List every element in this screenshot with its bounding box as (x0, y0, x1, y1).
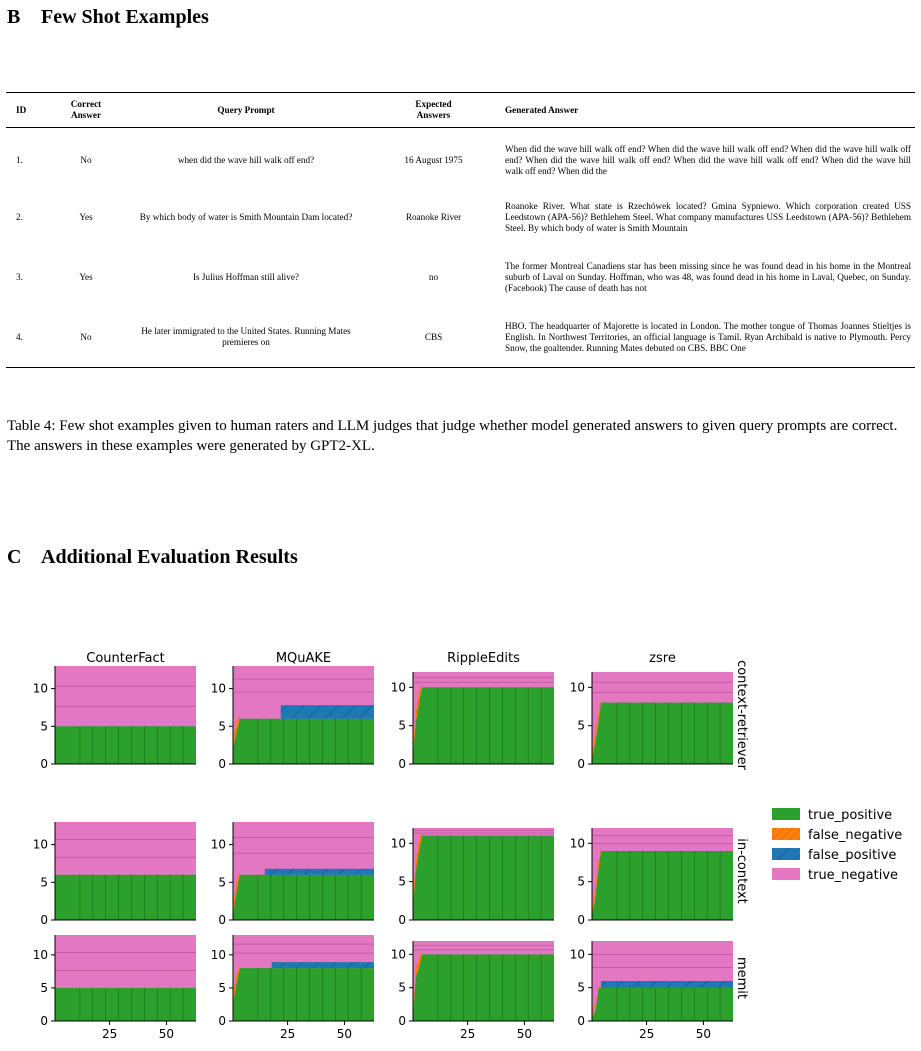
column-title: MQuAKE (275, 651, 332, 666)
header-correct-line2: Answer (70, 110, 102, 121)
true-positive-area (55, 726, 196, 764)
y-tick-label: 10 (32, 947, 48, 962)
cell-generated: HBO. The headquarter of Majorette is located in London. The mother tongue of Thomas Joannes Stieltjes is English. In Northwest Territories, an official language is Tamil. Ryan Archibald is native to Plymouth. Percy Snow, the goaltender. Running Mates debuted on CBS. BBC One (505, 320, 911, 353)
y-tick-label: 5 (577, 874, 585, 889)
true-positive-area (233, 875, 374, 920)
table-header-row (6, 93, 915, 128)
x-tick-label: 25 (459, 1027, 476, 1041)
y-tick-label: 5 (577, 980, 585, 995)
table-row (6, 128, 915, 188)
table-row (6, 188, 915, 248)
evaluation-chart-grid (0, 636, 921, 1051)
cell-query: By which body of water is Smith Mountain Dam located? (139, 212, 353, 223)
true-positive-area (592, 703, 733, 764)
chart-panel (211, 822, 374, 927)
y-tick-label: 10 (569, 680, 585, 695)
cell-id: 2. (16, 212, 23, 223)
y-tick-label: 0 (40, 913, 48, 927)
y-tick-label: 10 (210, 681, 226, 696)
true-positive-area (413, 836, 554, 920)
x-tick-label: 50 (336, 1027, 353, 1041)
y-tick-label: 5 (398, 874, 406, 889)
chart-panel (391, 651, 554, 771)
section-number: B (7, 6, 21, 28)
true-positive-area (233, 968, 374, 1021)
header-correct-line1: Correct (70, 99, 102, 109)
legend-label: false_negative (808, 828, 903, 843)
cell-query: when did the wave hill walk off end? (177, 155, 315, 166)
x-tick-label: 50 (516, 1027, 533, 1041)
y-tick-label: 0 (577, 1014, 585, 1028)
x-tick-label: 25 (279, 1027, 296, 1041)
header-id: ID (16, 104, 27, 115)
cell-correct: No (80, 155, 92, 166)
chart-panel (33, 822, 196, 927)
table-caption: Table 4: Few shot examples given to human raters and LLM judges that judge whether model generated answers to given query prompts are correct. The answers in these examples were generated by GPT2-XL. (7, 418, 898, 454)
panels-layer (33, 651, 749, 1041)
y-tick-label: 10 (32, 837, 48, 852)
chart-panel (391, 828, 554, 927)
y-tick-label: 10 (210, 837, 226, 852)
column-title: zsre (649, 651, 676, 666)
cell-correct: Yes (79, 272, 93, 283)
row-label: in-context (734, 838, 749, 904)
legend-swatch (772, 848, 800, 860)
table-row (6, 308, 915, 368)
chart-panel (570, 828, 749, 927)
y-tick-label: 0 (577, 913, 585, 927)
cell-query: He later immigrated to the United States. Running Mates premieres on (141, 326, 351, 348)
chart-panel (570, 651, 749, 771)
y-tick-label: 0 (218, 913, 226, 927)
legend-label: true_positive (808, 808, 893, 823)
legend-label: true_negative (808, 868, 899, 883)
y-tick-label: 0 (40, 1014, 48, 1028)
section-number: C (7, 546, 22, 568)
x-tick-label: 50 (695, 1027, 712, 1041)
few-shot-table (6, 92, 915, 368)
chart-panel (33, 935, 196, 1041)
y-tick-label: 0 (218, 757, 226, 771)
y-tick-label: 5 (40, 980, 48, 995)
y-tick-label: 5 (218, 980, 226, 995)
legend-label: false_positive (808, 848, 897, 863)
y-tick-label: 0 (218, 1014, 226, 1028)
y-tick-label: 10 (390, 836, 406, 851)
header-expected-line1: Expected (415, 99, 452, 109)
cell-id: 1. (16, 155, 23, 166)
true-positive-area (55, 875, 196, 920)
false-positive-area (601, 981, 733, 988)
row-label: context-retriever (734, 660, 749, 770)
section-c-heading (7, 546, 298, 569)
chart-panel (211, 651, 374, 771)
legend-swatch (772, 808, 800, 820)
cell-id: 4. (16, 331, 23, 342)
y-tick-label: 5 (398, 980, 406, 995)
chart-panel (211, 935, 374, 1041)
y-tick-label: 10 (569, 947, 585, 962)
y-tick-label: 5 (218, 875, 226, 890)
column-title: RippleEdits (447, 651, 520, 666)
row-label: memit (734, 956, 749, 1000)
cell-expected: 16 August 1975 (404, 155, 463, 166)
cell-generated: The former Montreal Canadiens star has been missing since he was found dead in his home in the Montreal suburb of Laval on Sunday. Hoffman, who was 48, was found dead in his home in Laval, Quebec, on Sunday. (Facebook) The cause of death has not (505, 261, 911, 294)
section-b-heading (7, 6, 209, 29)
false-positive-area (281, 705, 374, 719)
section-title: Additional Evaluation Results (41, 546, 298, 568)
false-positive-area (272, 962, 374, 968)
cell-generated: When did the wave hill walk off end? When did the wave hill walk off end? When did the wave hill walk off end? When did the wave hill walk off end? When did the wave hill walk off end? When did the wave hill walk off end? When did the (505, 144, 911, 177)
y-tick-label: 10 (390, 947, 406, 962)
y-tick-label: 10 (210, 947, 226, 962)
true-positive-area (413, 687, 554, 764)
chart-panel (391, 941, 554, 1041)
chart-panel (33, 651, 196, 771)
y-tick-label: 5 (577, 718, 585, 733)
y-tick-label: 10 (32, 681, 48, 696)
table-row (6, 248, 915, 308)
y-tick-label: 5 (398, 718, 406, 733)
cell-generated: Roanoke River. What state is Rzechówek located? Gmina Sypniewo. Which corporation created USS Leedstown (APA-56)? Bethlehem Steel. What company manufactures USS Leedstown (APA-56)? Bethlehem Steel. By which body of water is Smith Mountain (505, 201, 911, 234)
section-title: Few Shot Examples (41, 6, 209, 28)
y-tick-label: 0 (398, 913, 406, 927)
y-tick-label: 10 (569, 836, 585, 851)
x-tick-label: 50 (158, 1027, 175, 1041)
header-expected-line2: Answers (416, 110, 451, 121)
cell-expected: Roanoke River (405, 212, 462, 223)
x-tick-label: 25 (638, 1027, 655, 1041)
true-positive-area (413, 954, 554, 1021)
header-query: Query Prompt (217, 104, 275, 115)
legend-swatch (772, 828, 800, 840)
chart-panel (570, 941, 749, 1041)
x-tick-label: 25 (101, 1027, 118, 1041)
cell-query: Is Julius Hoffman still alive? (193, 272, 299, 283)
true-positive-area (592, 851, 733, 920)
header-correct (46, 93, 126, 128)
false-positive-area (265, 869, 374, 875)
y-tick-label: 0 (577, 757, 585, 771)
cell-expected: CBS (424, 331, 443, 342)
true-positive-area (55, 988, 196, 1021)
cell-correct: No (80, 331, 92, 342)
y-tick-label: 5 (40, 875, 48, 890)
header-expected (366, 93, 501, 128)
y-tick-label: 10 (390, 680, 406, 695)
legend-swatch (772, 868, 800, 880)
legend (772, 808, 902, 883)
y-tick-label: 5 (40, 719, 48, 734)
column-title: CounterFact (86, 651, 165, 666)
header-generated: Generated Answer (505, 104, 579, 115)
cell-correct: Yes (79, 212, 93, 223)
y-tick-label: 5 (218, 719, 226, 734)
y-tick-label: 0 (40, 757, 48, 771)
cell-expected: no (428, 272, 439, 283)
cell-id: 3. (16, 272, 23, 283)
true-positive-area (233, 719, 374, 764)
y-tick-label: 0 (398, 757, 406, 771)
true-positive-area (592, 988, 733, 1021)
y-tick-label: 0 (398, 1014, 406, 1028)
